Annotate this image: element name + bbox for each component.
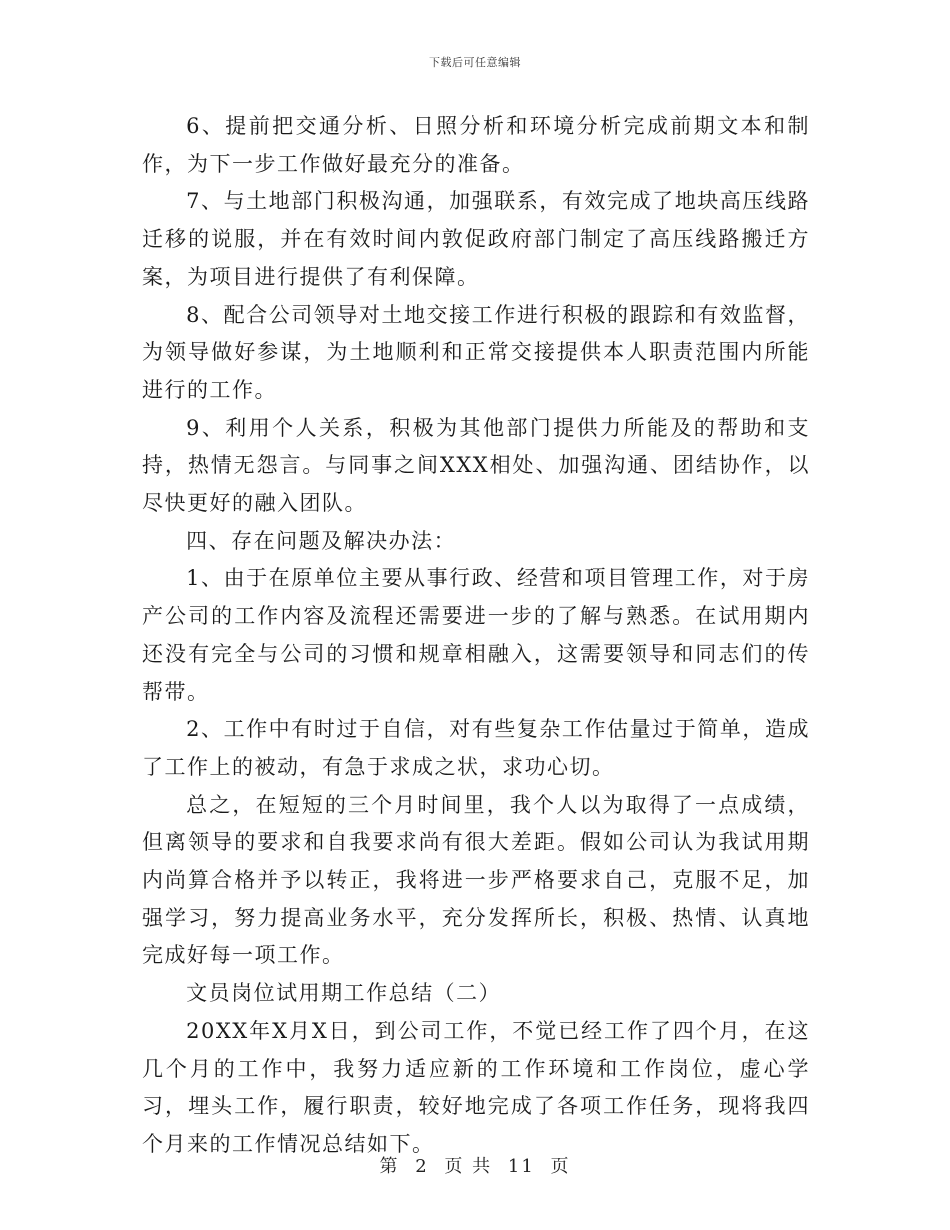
section-title-part-two: 文员岗位试用期工作总结（二） [186, 981, 502, 1006]
paragraph-problem-2: 2、工作中有时过于自信，对有些复杂工作估量过于简单，造成了工作上的被动，有急于求成之状，求功心切。 [142, 717, 810, 779]
paragraph-item-9: 9、利用个人关系，积极为其他部门提供力所能及的帮助和支持，热情无怨言。与同事之间XXX相处、加强沟通、团结协作，以尽快更好的融入团队。 [142, 415, 810, 516]
footer-current-page: 2 [415, 1156, 429, 1177]
paragraph-problem-1: 1、由于在原单位主要从事行政、经营和项目管理工作，对于房产公司的工作内容及流程还需要进一步的了解与熟悉。在试用期内还没有完全与公司的习惯和规章相融入，这需要领导和同志们的传帮带。 [142, 566, 810, 704]
paragraph-intro-part-two: 20XX年X月X日，到公司工作，不觉已经工作了四个月，在这几个月的工作中，我努力适应新的工作环境和工作岗位，虚心学习，埋头工作，履行职责，较好地完成了各项工作任务，现将我四个月来的工作情况总结如下。 [142, 1018, 810, 1156]
footer-prefix: 第 [379, 1156, 400, 1177]
page-header-note: 下载后可任意编辑 [429, 56, 521, 69]
footer-middle: 页 共 [444, 1156, 493, 1177]
footer-total-pages: 11 [507, 1156, 535, 1177]
paragraph-item-6: 6、提前把交通分析、日照分析和环境分析完成前期文本和制作，为下一步工作做好最充分的准备。 [142, 114, 810, 176]
footer-suffix: 页 [550, 1156, 571, 1177]
paragraph-item-8: 8、配合公司领导对土地交接工作进行积极的跟踪和有效监督，为领导做好参谋，为土地顺利和正常交接提供本人职责范围内所能进行的工作。 [142, 302, 810, 402]
page-number-footer [0, 1152, 950, 1178]
section-heading-problems: 四、存在问题及解决办法： [186, 528, 457, 553]
paragraph-item-7: 7、与土地部门积极沟通，加强联系，有效完成了地块高压线路迁移的说服，并在有效时间内敦促政府部门制定了高压线路搬迁方案，为项目进行提供了有利保障。 [142, 189, 810, 289]
document-body [142, 108, 810, 1164]
paragraph-conclusion: 总之，在短短的三个月时间里，我个人以为取得了一点成绩，但离领导的要求和自我要求尚有很大差距。假如公司认为我试用期内尚算合格并予以转正，我将进一步严格要求自己，克服不足，加强学习，努力提高业务水平，充分发挥所长，积极、热情、认真地完成好每一项工作。 [142, 792, 810, 968]
